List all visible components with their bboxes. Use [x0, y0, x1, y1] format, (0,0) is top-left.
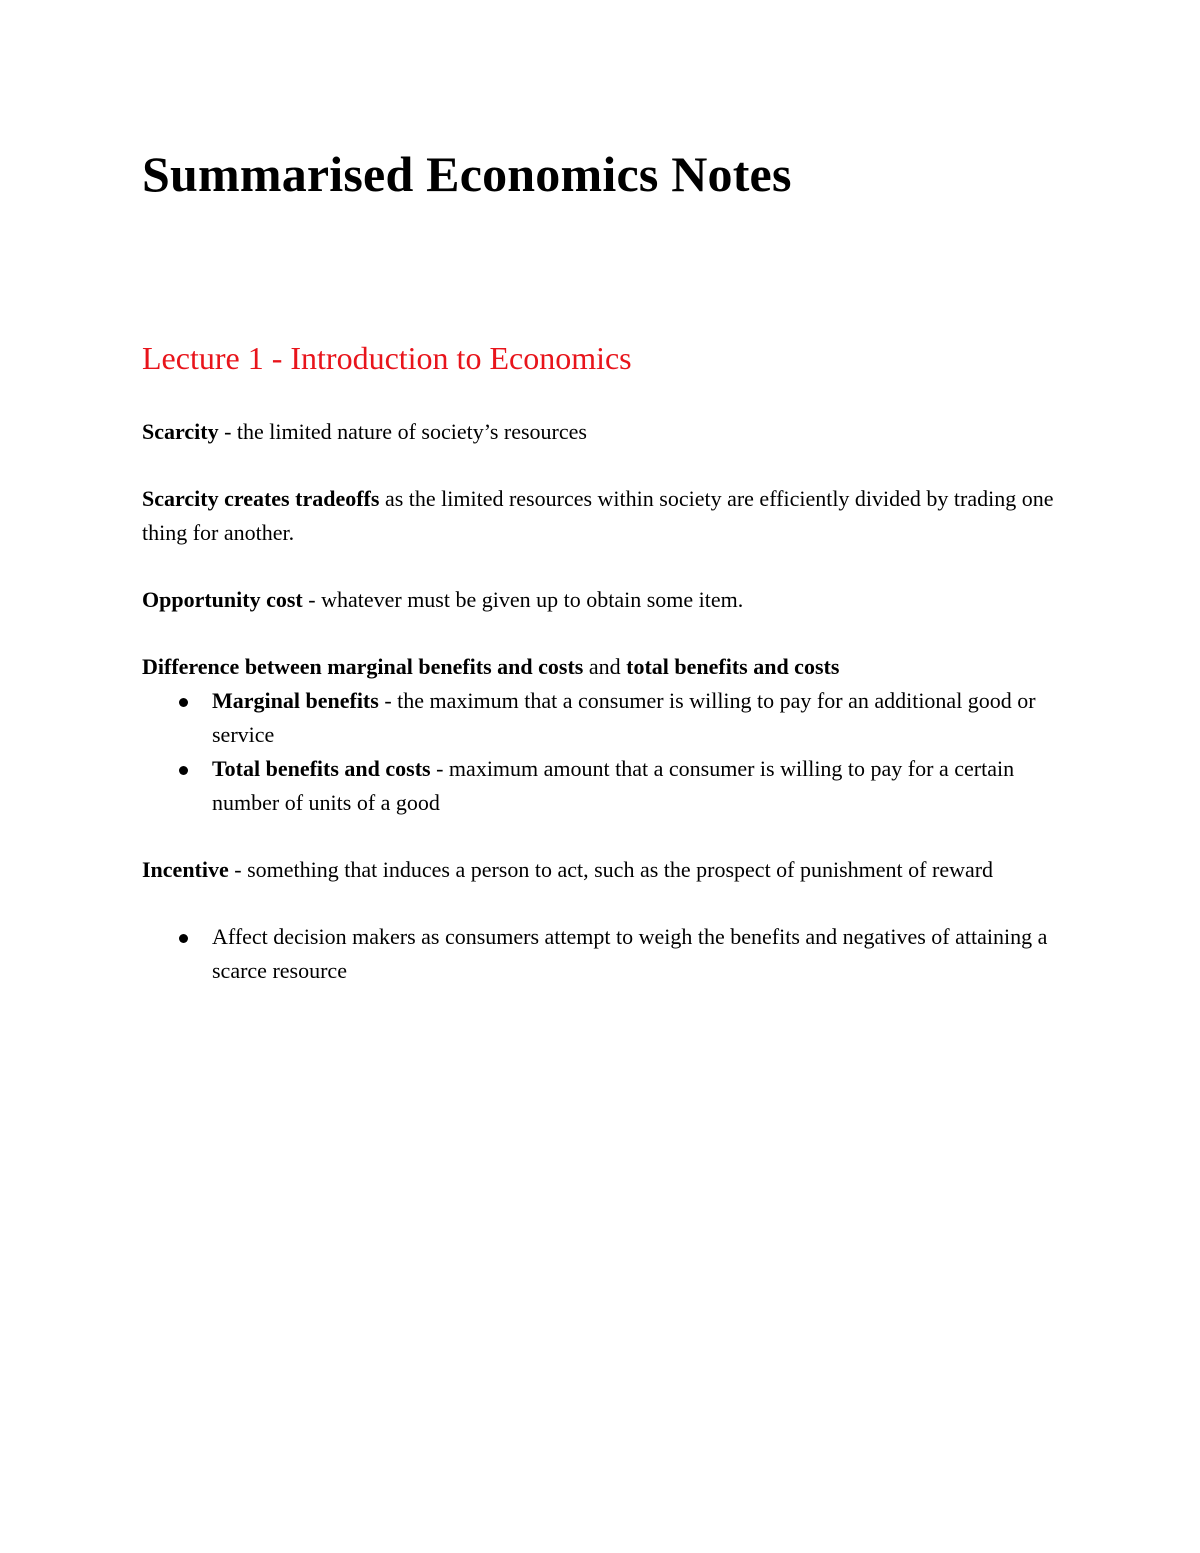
- scarcity-term: Scarcity: [142, 419, 219, 444]
- opportunity-cost-text: - whatever must be given up to obtain some item.: [302, 587, 744, 612]
- bullet-term: Marginal benefits: [212, 688, 379, 713]
- scarcity-text: - the limited nature of society’s resources: [218, 419, 587, 444]
- bullet-icon: [179, 766, 188, 775]
- tradeoffs-text: as the limited resources within society are efficiently divided by trading one thing for another.: [142, 486, 1054, 545]
- tradeoffs-paragraph: [142, 482, 1062, 550]
- bullet-icon: [179, 934, 188, 943]
- difference-term-a: Difference between marginal benefits and costs: [142, 654, 584, 679]
- bullet-term: Total benefits and costs: [212, 756, 431, 781]
- list-item: [142, 684, 1062, 752]
- incentive-term: Incentive: [142, 857, 229, 882]
- incentive-text: - something that induces a person to act, such as the prospect of punishment of reward: [228, 857, 994, 882]
- lecture-heading: Lecture 1 - Introduction to Economics: [142, 340, 632, 376]
- list-item: [142, 752, 1062, 820]
- incentive-bullet-list: [142, 920, 1062, 988]
- bullet-text: - maximum amount that a consumer is willing to pay for a certain number of units of a good: [212, 756, 1015, 815]
- difference-term-b: total benefits and costs: [626, 654, 840, 679]
- difference-heading: [142, 650, 1062, 684]
- difference-connector: and: [583, 654, 627, 679]
- scarcity-definition: [142, 415, 1062, 449]
- tradeoffs-term: Scarcity creates tradeoffs: [142, 486, 380, 511]
- difference-bullet-list: [142, 684, 1062, 820]
- bullet-icon: [179, 698, 188, 707]
- opportunity-cost-term: Opportunity cost: [142, 587, 303, 612]
- opportunity-cost-definition: [142, 583, 1062, 617]
- bullet-text: - the maximum that a consumer is willing to pay for an additional good or service: [212, 688, 1036, 747]
- list-item: [142, 920, 1062, 988]
- incentive-definition: [142, 853, 1062, 887]
- document-title: Summarised Economics Notes: [142, 146, 792, 202]
- bullet-text: Affect decision makers as consumers attempt to weigh the benefits and negatives of attaining a scarce resource: [212, 924, 1048, 983]
